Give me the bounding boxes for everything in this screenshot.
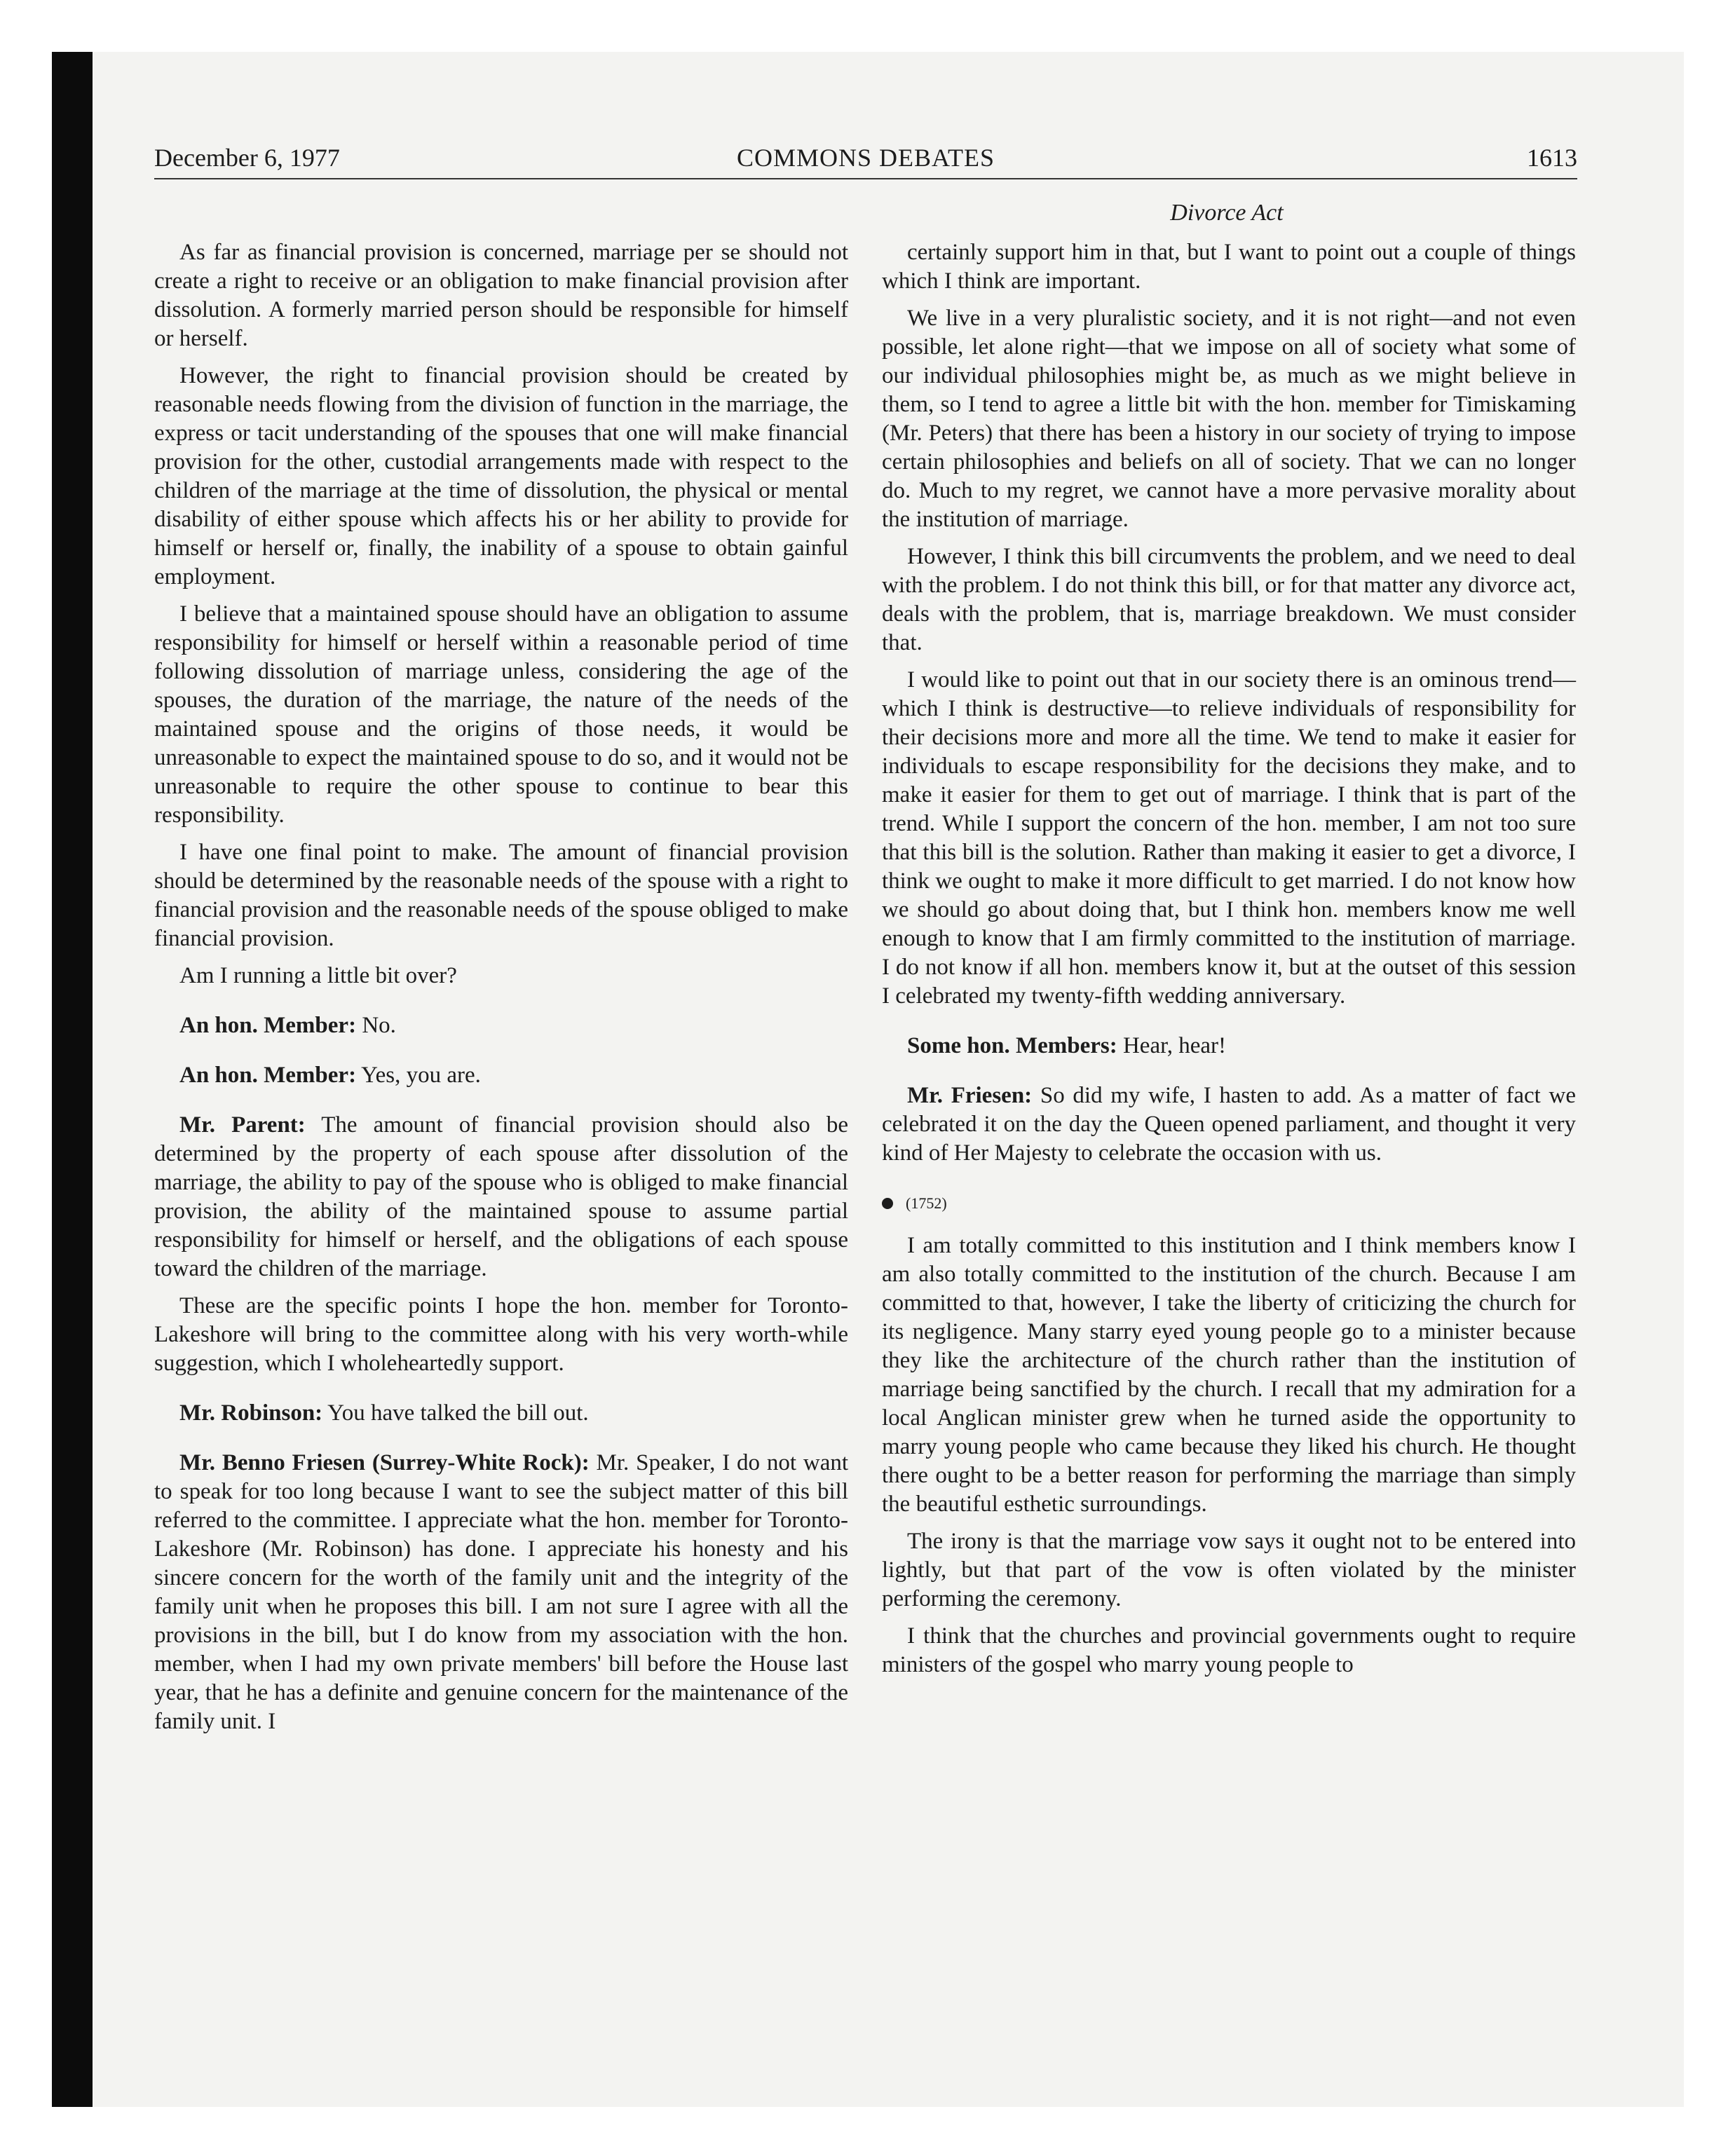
speech-text: So did my wife, I hasten to add. As a matter of fact we celebrated it on the day the Queen opened parliament, and thought it very kind of Her Majesty to celebrate the occasion with us.: [882, 1083, 1576, 1166]
paragraph: I believe that a maintained spouse should have an obligation to assume responsibility for himself or herself within a reasonable period of time following dissolution of marriage unless, considering the age of the spouses, the duration of the marriage, the nature of the needs of the maintained spouse and the origins of those needs, it would be unreasonable to expect the maintained spouse to do so, and it would not be unreasonable to require the other spouse to continue to bear this responsibility.: [154, 601, 848, 828]
paragraph: I am totally committed to this institution and I think members know I am also totally committed to the institution of the church. Because I am committed to that, however, I take the liberty of criticizing the church for its negligence. Many starry eyed young people go to a minister because they like the architecture of the church rather than the institution of marriage being sanctified by the church. I recall that my admiration for a local Anglican minister grew when he turned aside the opportunity to marry young people who came because they liked his church. He thought there ought to be a better reason for performing the marriage than simply the beautiful esthetic surroundings.: [882, 1233, 1576, 1517]
binding-edge: [52, 52, 93, 2107]
paragraph: As far as financial provision is concerned, marriage per se should not create a right to receive or an obligation to make financial provision after dissolution. A formerly married person should be responsible for himself or herself.: [154, 240, 848, 351]
speech-text: No.: [356, 1013, 396, 1038]
speech-text: You have talked the bill out.: [322, 1400, 589, 1426]
speech-paragraph: [154, 1449, 848, 1736]
speech-paragraph: [154, 1011, 848, 1040]
speech-paragraph: [154, 1111, 848, 1283]
page-number: 1613: [1527, 144, 1577, 172]
speaker-name: Mr. Robinson:: [179, 1400, 323, 1426]
speaker-name: Mr. Friesen:: [907, 1083, 1033, 1108]
paragraph: I think that the churches and provincial governments ought to require ministers of the gospel who marry young people to: [882, 1623, 1576, 1677]
paragraph: However, the right to financial provision should be created by reasonable needs flowing from the division of function in the marriage, the express or tacit understanding of the spouses that one will make financial provision for the other, custodial arrangements made with respect to the children of the marriage at the time of dissolution, the physical or mental disability of either spouse which affects his or her ability to provide for himself or herself or, finally, the inability of a spouse to obtain gainful employment.: [154, 363, 848, 589]
paragraph: I have one final point to make. The amount of financial provision should be determined by the reasonable needs of the spouse with a right to financial provision and the reasonable needs of the spouse obliged to make financial provision.: [154, 840, 848, 951]
paragraph: We live in a very pluralistic society, and it is not right—and not even possible, let alone right—that we impose on all of society what some of our individual philosophies might be, as much as we might believe in them, so I tend to agree a little bit with the hon. member for Timiskaming (Mr. Peters) that there has been a history in our society of trying to impose certain philosophies and beliefs on all of society. That we can no longer do. Much to my regret, we cannot have a more pervasive morality about the institution of marriage.: [882, 306, 1576, 532]
speech-text: Mr. Speaker, I do not want to speak for too long because I want to see the subject matter of this bill referred to the committee. I appreciate what the hon. member for Toronto-Lakeshore (Mr. Robinson) has done. I appreciate his honesty and his sincere concern for the worth of the family unit and the integrity of the family unit when he proposes this bill. I am not sure I agree with all the provisions in the bill, but I do know from my association with the hon. member, when I had my own private members' bill before the House last year, that he has a definite and genuine concern for the maintenance of the family unit. I: [154, 1450, 849, 1734]
speech-paragraph: [882, 1032, 1576, 1060]
paragraph: The irony is that the marriage vow says it ought not to be entered into lightly, but that part of the vow is often violated by the minister performing the ceremony.: [882, 1529, 1576, 1611]
time-marker-text: (1752): [906, 1194, 947, 1212]
time-marker: [882, 1189, 1576, 1217]
paragraph: Am I running a little bit over?: [179, 963, 457, 988]
left-column: [154, 238, 848, 1745]
header-rule: [154, 178, 1577, 179]
speech-text: Hear, hear!: [1117, 1033, 1227, 1058]
speaker-name: Some hon. Members:: [907, 1033, 1117, 1058]
header-title: COMMONS DEBATES: [736, 144, 995, 172]
speech-text: Yes, you are.: [356, 1063, 481, 1088]
right-column: [882, 238, 1576, 1688]
paragraph: I would like to point out that in our society there is an ominous trend—which I think is destructive—to relieve individuals of responsibility for their decisions more and more all the time. We tend to make it easier for individuals to escape responsibility for the decisions they make, and to make it easier for them to get out of marriage. I think that is part of the trend. While I support the concern of the hon. member, I am not too sure that this bill is the solution. Rather than making it easier to get a divorce, I think we ought to make it more difficult to get married. I do not know how we should go about doing that, but I think hon. members know me well enough to know that I am firmly committed to the institution of marriage. I do not know if all hon. members know it, but at the outset of this session I celebrated my twenty-fifth wedding anniversary.: [882, 667, 1576, 1009]
speech-paragraph: [154, 1399, 848, 1428]
speaker-name: An hon. Member:: [179, 1013, 357, 1038]
bullet-icon: [882, 1198, 893, 1209]
header-date: December 6, 1977: [154, 144, 340, 172]
paragraph: These are the specific points I hope the hon. member for Toronto-Lakeshore will bring to the committee along with his very worth-while suggestion, which I wholeheartedly support.: [154, 1293, 848, 1376]
speech-paragraph: [882, 1082, 1576, 1168]
paragraph: However, I think this bill circumvents the problem, and we need to deal with the problem. I do not think this bill, or for that matter any divorce act, deals with the problem, that is, marriage breakdown. We must consider that.: [882, 544, 1576, 655]
running-head: Divorce Act: [1170, 200, 1284, 226]
speech-text: The amount of financial provision should also be determined by the property of each spouse after dissolution of the marriage, the ability to pay of the spouse who is obliged to make financial provision, the ability of the maintained spouse to assume partial responsibility for himself or herself, and the obligations of each spouse toward the children of the marriage.: [154, 1112, 848, 1281]
speaker-name: Mr. Parent:: [179, 1112, 306, 1138]
paragraph: certainly support him in that, but I want to point out a couple of things which I think are important.: [882, 240, 1576, 294]
speech-paragraph: [154, 1061, 848, 1090]
page-header: [154, 143, 1577, 177]
speaker-name: Mr. Benno Friesen (Surrey-White Rock):: [179, 1450, 590, 1475]
speaker-name: An hon. Member:: [179, 1063, 357, 1088]
